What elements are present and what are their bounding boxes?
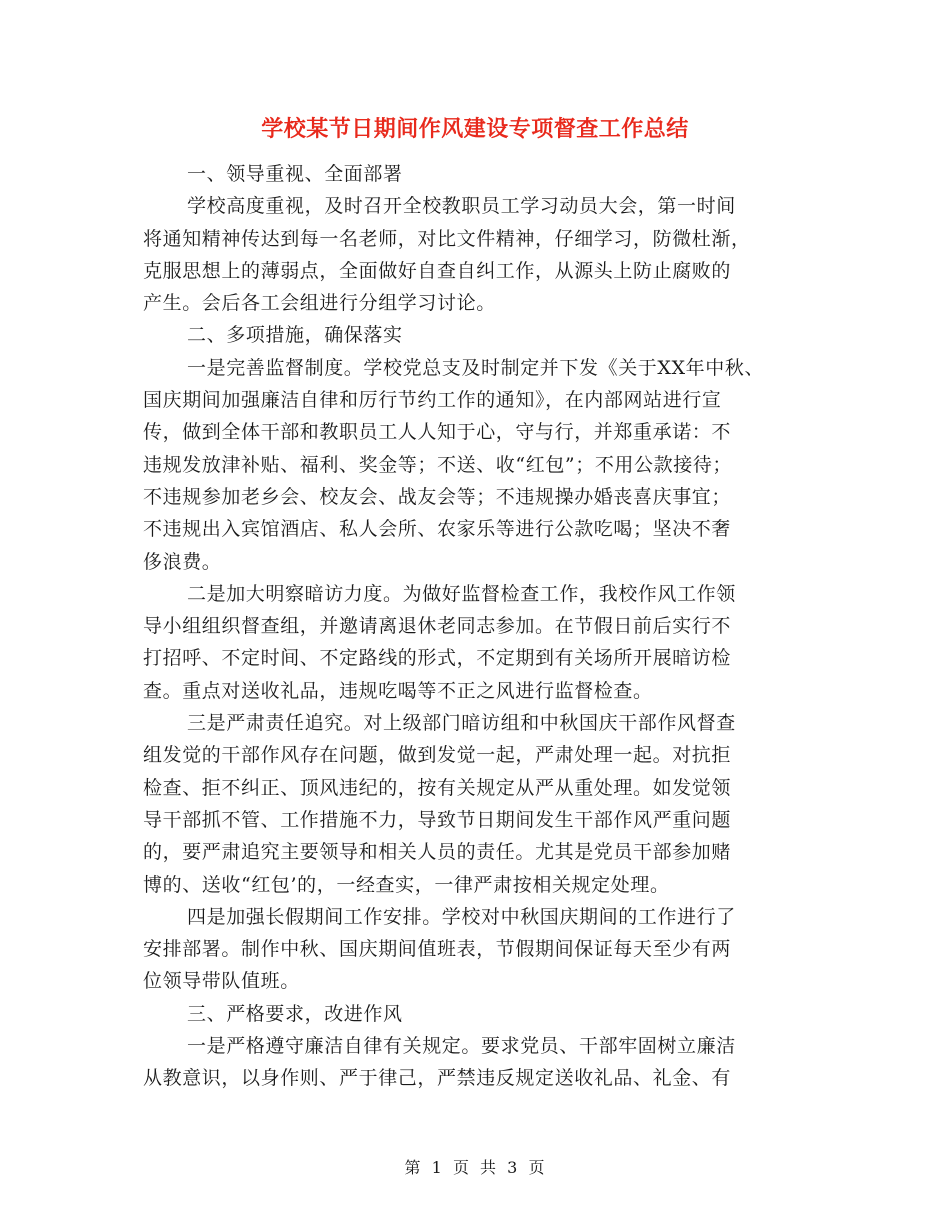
footer-current-page: 1 (431, 1158, 443, 1177)
footer-prefix: 第 (404, 1158, 422, 1177)
text-line: 组发觉的干部作风存在问题，做到发觉一起，严肃处理一起。对抗拒 (143, 744, 732, 767)
text-line: 产生。会后各工会组进行分组学习讨论。 (143, 292, 496, 315)
footer-page-unit: 页 (452, 1158, 470, 1177)
text-line: 三、严格要求，改进作风 (187, 1002, 403, 1025)
text-line: 打招呼、不定时间、不定路线的形式，不定期到有关场所开展暗访检 (143, 647, 732, 670)
document-body (143, 158, 823, 1095)
text-line: 从教意识，以身作则、严于律己，严禁违反规定送收礼品、礼金、有 (143, 1067, 732, 1090)
text-line: 传，做到全体干部和教职员工人人知于心，守与行，并郑重承诺：不 (143, 421, 732, 444)
text-line: 查。重点对送收礼品，违规吃喝等不正之风进行监督检查。 (143, 679, 653, 702)
text-line: 一、领导重视、全面部署 (187, 163, 403, 185)
text-line: 二、多项措施，确保落实 (187, 324, 403, 347)
text-line: 的，要严肃追究主要领导和相关人员的责任。尤其是党员干部参加赌 (143, 841, 732, 864)
text-line: 三是严肃责任追究。对上级部门暗访组和中秋国庆干部作风督查 (187, 712, 736, 735)
text-line: 博的、送收“红包’的，一经查实，一律严肃按相关规定处理。 (143, 873, 670, 896)
text-line: 不违规出入宾馆酒店、私人会所、农家乐等进行公款吃喝；坚决不奢 (143, 518, 732, 541)
text-line: 检查、拒不纠正、顶风违纪的，按有关规定从严从重处理。如发觉领 (143, 776, 732, 799)
text-line: 不违规参加老乡会、校友会、战友会等；不违规操办婚丧喜庆事宜； (143, 485, 732, 508)
text-line: 导小组组织督查组，并邀请离退休老同志参加。在节假日前后实行不 (143, 615, 732, 638)
text-line: 国庆期间加强廉洁自律和厉行节约工作的通知》，在内部网站进行宣 (143, 389, 722, 412)
page-footer (0, 1155, 950, 1178)
text-line: 克服思想上的薄弱点，全面做好自查自纠工作，从源头上防止腐败的 (143, 259, 732, 282)
text-line: 位领导带队值班。 (143, 970, 300, 993)
text-line: 一是完善监督制度。学校党总支及时制定并下发《关于XX年中秋、 (187, 356, 765, 379)
text-line: 一是严格遵守廉洁自律有关规定。要求党员、干部牢固树立廉洁 (187, 1035, 736, 1058)
text-line: 侈浪费。 (143, 550, 222, 573)
text-line: 导干部抓不管、工作措施不力，导致节日期间发生干部作风严重问题 (143, 808, 732, 831)
text-line: 安排部署。制作中秋、国庆期间值班表，节假期间保证每天至少有两 (143, 938, 732, 961)
text-line: 将通知精神传达到每一名老师，对比文件精神，仔细学习，防微杜渐， (143, 227, 751, 250)
text-line: 学校高度重视，及时召开全校教职员工学习动员大会，第一时间 (187, 195, 736, 218)
footer-total-label: 共 (480, 1158, 498, 1177)
footer-suffix: 页 (528, 1158, 546, 1177)
footer-total-pages: 3 (507, 1158, 519, 1177)
text-line: 违规发放津补贴、福利、奖金等；不送、收“红包”；不用公款接待； (143, 453, 733, 476)
text-line: 二是加大明察暗访力度。为做好监督检查工作，我校作风工作领 (187, 582, 736, 605)
document-title: 学校某节日期间作风建设专项督查工作总结 (261, 117, 689, 142)
text-line: 四是加强长假期间工作安排。学校对中秋国庆期间的工作进行了 (187, 905, 736, 928)
